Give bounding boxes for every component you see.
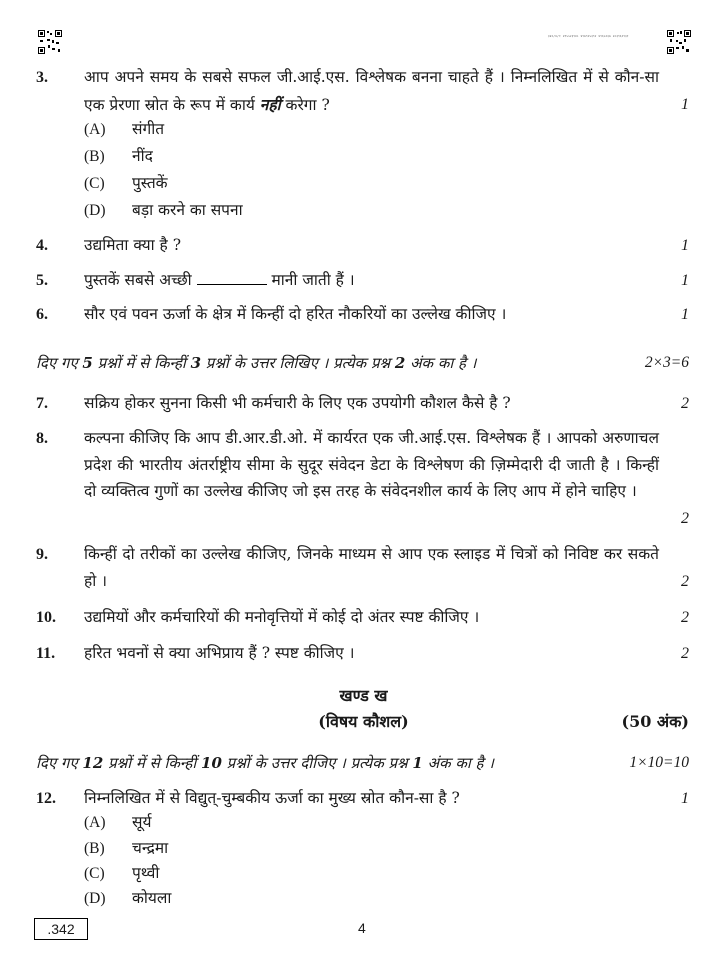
section-title: खण्ड ख [339,686,388,705]
emphasis-word: नहीं [259,95,281,114]
question-marks: 1 [681,790,689,807]
section-subtitle: (विषय कौशल) [318,712,409,731]
question-text: निम्नलिखित में से विद्युत्-चुम्बकीय ऊर्जा का मुख्य स्रोत कौन-सा है ? [84,789,460,807]
question-number: 3. [36,69,48,86]
question-text: सौर एवं पवन ऊर्जा के क्षेत्र में किन्हीं दो हरित नौकरियों का उल्लेख कीजिए । [84,305,507,323]
question-number: 8. [36,430,48,447]
option: (C) पुस्तकें [84,174,168,192]
question-text: आप अपने समय के सबसे सफल जी.आई.एस. विश्लेषक बनना चाहते हैं । निम्नलिखित में से कौन-सा एक प्रेरणा स्रोत के रूप में कार्य नहीं करेगा ? [84,68,659,114]
option: (A) संगीत [84,120,165,138]
question-marks: 1 [681,96,689,113]
qr-code-icon [667,30,691,54]
question-number: 9. [36,546,48,563]
question-number: 11. [36,645,56,662]
question-number: 12. [36,790,56,807]
question-marks: 1 [681,272,689,289]
option: (B) नींद [84,147,153,165]
question-text: किन्हीं दो तरीकों का उल्लेख कीजिए, जिनके माध्यम से आप एक स्लाइड में चित्रों को निविष्ट कर सकते हो । [84,545,659,590]
question-text: उद्यमिता क्या है ? [84,236,182,254]
question-text: उद्यमियों और कर्मचारियों की मनोवृत्तियों में कोई दो अंतर स्पष्ट कीजिए । [84,608,480,626]
instruction-text: दिए गए 12 प्रश्नों में से किन्हीं 10 प्रश्नों के उत्तर दीजिए । प्रत्येक प्रश्न 1 अंक का है । [36,754,494,772]
question-number: 4. [36,237,48,254]
option: (C) पृथ्वी [84,864,160,882]
fill-in-blank [197,270,267,285]
question-number: 10. [36,609,56,626]
header-code-strip: ३४२/४/१ ४९५५२३९४८ ४९७९२५३९२ ४९६५२३७ ४८३९६२९३१ [548,34,629,38]
question-text: सक्रिय होकर सुनना किसी भी कर्मचारी के लिए एक उपयोगी कौशल कैसे है ? [84,394,511,412]
question-text: पुस्तकें सबसे अच्छी मानी जाती हैं । [84,271,355,289]
question-marks: 2 [681,510,689,527]
instruction-marks: 2×3=6 [644,354,689,371]
question-number: 5. [36,272,48,289]
question-number: 6. [36,306,48,323]
question-marks: 2 [681,645,689,662]
question-marks: 2 [681,395,689,412]
option: (D) बड़ा करने का सपना [84,201,243,219]
paper-code-box: .342 [34,918,88,940]
option: (D) कोयला [84,889,172,907]
question-marks: 1 [681,306,689,323]
page-number: 4 [358,920,366,936]
question-text: हरित भवनों से क्या अभिप्राय हैं ? स्पष्ट कीजिए । [84,644,355,662]
question-number: 7. [36,395,48,412]
question-marks: 2 [681,573,689,590]
question-marks: 2 [681,609,689,626]
option: (B) चन्द्रमा [84,839,169,857]
instruction-marks: 1×10=10 [629,754,689,771]
question-marks: 1 [681,237,689,254]
section-marks: (50 अंक) [621,712,689,731]
qr-code-icon [38,30,62,54]
instruction-text: दिए गए 5 प्रश्नों में से किन्हीं 3 प्रश्नों के उत्तर लिखिए । प्रत्येक प्रश्न 2 अंक का है । [36,354,477,372]
question-text: कल्पना कीजिए कि आप डी.आर.डी.ओ. में कार्यरत एक जी.आई.एस. विश्लेषक हैं । आपको अरुणाचल प्रदेश की भारतीय अंतर्राष्ट्रीय सीमा के सुदूर संवेदन डेटा के विश्लेषण की ज़िम्मेदारी दी जाती है । किन्हीं दो व्यक्तित्व गुणों का उल्लेख कीजिए जो इस तरह के संवेदनशील कार्य के लिए आप में होने चाहिए । [84,429,659,500]
option: (A) सूर्य [84,813,152,831]
